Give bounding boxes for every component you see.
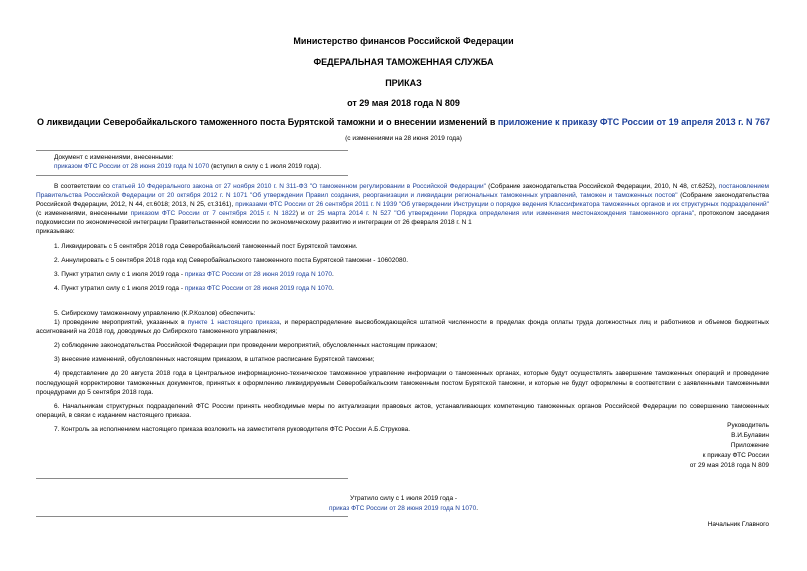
- order-item-2: 2. Аннулировать с 5 сентября 2018 года код Северобайкальского таможенного поста Бурятской таможни - 10602080.: [54, 256, 409, 264]
- signature-name: В.И.Булавин: [731, 432, 769, 439]
- changes-note-link[interactable]: приказом ФТС России от 28 июня 2019 года N 1070: [54, 163, 210, 170]
- preamble-link-order-527[interactable]: от 25 марта 2014 г. N 527 "Об утверждении Порядка определения или изменения местонахождения таможенного органа": [307, 210, 695, 218]
- order-item-5-4: 4) представление до 20 августа 2018 года в Центральное информационно-техническое таможенное управление информации о таможенных органах, которые будут осуществлять завершение таможенных операций и проведение последующей корректировки таможенных документов, принятых к оформлению ликвидируемым Северобайкальским таможенным постом Бурятской таможни, и которые не будут оформлены в соответствии с заявленными таможенными процедурами до 5 сентября 2018 года.: [36, 370, 769, 396]
- ministry-heading: Министерство финансов Российской Федерации: [293, 36, 514, 46]
- appendix-date: от 29 мая 2018 года N 809: [689, 462, 769, 469]
- date-number-heading: от 29 мая 2018 года N 809: [347, 98, 460, 108]
- order-item-5-1-link[interactable]: пункте 1 настоящего приказа: [187, 319, 280, 327]
- service-heading: ФЕДЕРАЛЬНАЯ ТАМОЖЕННАЯ СЛУЖБА: [313, 57, 494, 67]
- document-body: [36, 182, 769, 434]
- order-item-5-2: 2) соблюдение законодательства Российской Федерации при проведении мероприятий, обусловленных настоящим приказом;: [54, 342, 438, 350]
- order-item-1: 1. Ликвидировать с 5 сентября 2018 года Северобайкальский таможенный пост Бурятской таможни.: [54, 242, 358, 250]
- divider: [36, 516, 348, 517]
- changes-note-source: [54, 162, 321, 171]
- title-link[interactable]: приложение к приказу ФТС России от 19 апреля 2013 г. N 767: [497, 117, 770, 127]
- appendix-label: Приложение: [730, 442, 769, 449]
- changes-note-rest: (вступил в силу с 1 июля 2019 года).: [209, 163, 322, 170]
- order-item-4-link[interactable]: приказ ФТС России от 28 июня 2019 года N 1070: [184, 284, 333, 292]
- preamble-link-order-1822[interactable]: приказом ФТС России от 7 сентября 2015 г. N 1822: [130, 210, 296, 218]
- order-item-4: 4. Пункт утратил силу с 1 июля 2019 года - приказ ФТС России от 28 июня 2019 года N 1070.: [54, 284, 334, 292]
- order-word: приказываю:: [36, 228, 75, 236]
- changes-note: [54, 153, 321, 171]
- divider: [36, 150, 348, 151]
- lost-force-text: Утратило силу с 1 июля 2019 года -: [349, 495, 458, 502]
- lost-force-link[interactable]: приказ ФТС России от 28 июня 2019 года N 1070: [328, 505, 477, 512]
- lost-force-note: [0, 494, 807, 514]
- order-item-3: 3. Пункт утратил силу с 1 июля 2019 года - приказ ФТС России от 28 июня 2019 года N 1070.: [54, 270, 334, 278]
- order-item-5-1: 1) проведение мероприятий, указанных в пункте 1 настоящего приказа, и перераспределение высвобождающейся штатной численности в пределах фонда оплаты труда должностных лиц и работников и объемов бюджетных ассигнований на 2018 год, доводимых до Сибирского таможенного управления;: [36, 319, 769, 336]
- signature-role: Руководитель: [727, 422, 769, 429]
- preamble-link-law[interactable]: статьей 10 Федерального закона от 27 ноября 2010 г. N 311-ФЗ "О таможенном регулировании в Российской Федерации": [112, 183, 486, 190]
- preamble-paragraph: В соответствии со статьей 10 Федерального закона от 27 ноября 2010 г. N 311-ФЗ "О таможенном регулировании в Российской Федерации" (Собрание законодательства Российской Федерации, 2010, N 48, ст.6252), постановлением Правительства Российской Федерации от 20 октября 2012 г. N 1071 "Об утверждении Правил создания, реорганизации и ликвидации региональных таможенных управлений, таможен и таможенных постов" (Собрание законодательства Российской Федерации, 2012, N 44, ст.6018; 2013, N 25, ст.3161), приказами ФТС России от 26 сентября 2011 г. N 1939 "Об утверждении Инструкции о порядке ведения Классификатора таможенных органов и их структурных подразделений" (с изменениями, внесенными приказом ФТС России от 7 сентября 2015 г. N 1822) и от 25 марта 2014 г. N 527 "Об утверждении Порядка определения или изменения местонахождения таможенного органа", протоколом заседания подкомиссии по экономической интеграции Правительственной комиссии по экономическому развитию и интеграции от 26 февраля 2018 г. N 1: [36, 183, 769, 227]
- lost-force-source: приказ ФТС России от 28 июня 2019 года N 1070.: [328, 505, 479, 512]
- signature-block: [690, 421, 769, 471]
- order-item-5: 5. Сибирскому таможенному управлению (К.Р.Козлов) обеспечить:: [54, 309, 256, 317]
- preamble-link-orders[interactable]: приказами ФТС России от 26 сентября 2011 г. N 1939 "Об утверждении Инструкции о порядке ведения Классификатора таможенных органов и их структурных подразделений": [235, 201, 769, 209]
- divider: [36, 175, 348, 176]
- document-subtitle: (с изменениями на 28 июня 2019 года): [345, 135, 462, 142]
- appendix-order: к приказу ФТС России: [702, 452, 769, 459]
- order-item-3-link[interactable]: приказ ФТС России от 28 июня 2019 года N 1070: [184, 270, 333, 278]
- divider: [36, 478, 348, 479]
- order-item-6: 6. Начальникам структурных подразделений ФТС России принять необходимые меры по актуализации правовых актов, устанавливающих компетенцию таможенных органов Российской Федерации по совершению таможенных операций, в связи с изданием настоящего приказа.: [36, 402, 769, 419]
- changes-note-line: Документ с изменениями, внесенными:: [54, 154, 174, 161]
- preamble-link-decree[interactable]: постановлением Правительства Российской Федерации от 20 октября 2012 г. N 1071 "Об утверждении Правил создания, реорганизации и ликвидации региональных таможенных управлений, таможен и таможенных постов": [36, 183, 769, 200]
- order-item-5-3: 3) внесение изменений, обусловленных настоящим приказом, в штатное расписание Бурятской таможни;: [54, 356, 375, 364]
- doc-type-heading: ПРИКАЗ: [385, 78, 422, 88]
- document-title: [0, 117, 807, 128]
- title-text: О ликвидации Северобайкальского таможенного поста Бурятской таможни и о внесении изменений в: [37, 117, 498, 127]
- chief-label: Начальник Главного: [707, 521, 769, 528]
- order-item-7: 7. Контроль за исполнением настоящего приказа возложить на заместителя руководителя ФТС России А.Б.Струкова.: [54, 425, 411, 433]
